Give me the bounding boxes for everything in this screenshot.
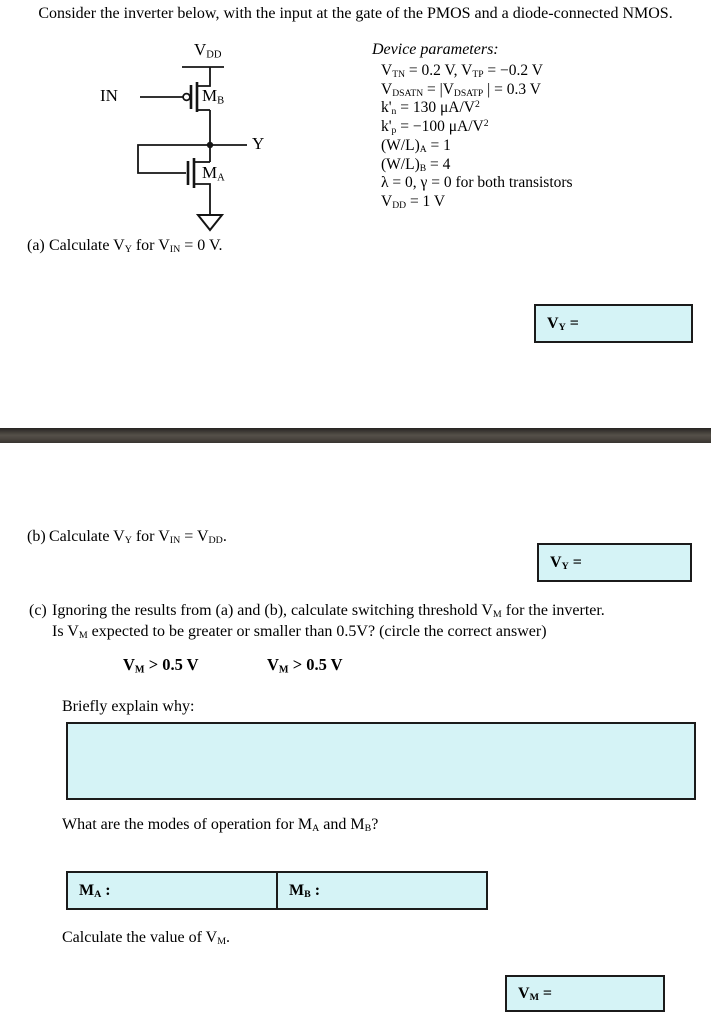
vdd-label: $V_{DD}$ [194, 40, 222, 61]
input-label: IN [100, 86, 118, 105]
answer-box-vm-label: $V_M$ = [518, 984, 553, 1003]
answer-box-vy-part-b[interactable] [537, 543, 692, 582]
device-parameters-block [372, 40, 702, 212]
param-vdd: $V_{DD} = 1$ V [381, 192, 446, 212]
param-vtn-vtp: $V_{TN} = 0.2$ V, $V_{TP} = -0.2$ V [381, 62, 543, 81]
answer-box-vm[interactable] [505, 975, 665, 1012]
answer-box-vy-b-label: $V_Y$ = [550, 553, 582, 572]
modes-question: What are the modes of operation for $M_A$ and $M_B$? [62, 816, 379, 835]
param-vdsat: $V_{DSATN} = |V_{DSATP}$ | = 0.3 V [381, 80, 541, 99]
circuit-wires [138, 67, 247, 215]
part-b-marker: (b) [27, 528, 46, 545]
explain-prompt: Briefly explain why: [62, 698, 195, 715]
param-wl-b: $(W/L)_B = 4$ [381, 155, 451, 174]
device-parameters-heading: Device parameters: [372, 41, 499, 58]
output-node-dot [207, 142, 213, 148]
pmos-symbol [191, 82, 197, 112]
ground-symbol [198, 215, 222, 230]
answer-box-vy-a-label: $V_Y$ = [547, 314, 579, 333]
nmos-symbol [188, 158, 194, 188]
section-divider-bar [0, 428, 711, 443]
mode-b-label: $M_B$ : [289, 881, 321, 900]
mode-a-label: $M_A$ : [79, 881, 111, 900]
param-kn: $k'_n = 130$ $\mu A/V^2$ [381, 99, 480, 118]
pmos-transistor-label: $M_B$ [202, 86, 225, 107]
option-vm-greater-left[interactable]: $V_M > 0.5$ V [123, 655, 199, 676]
param-wl-a: $(W/L)_A = 1$ [381, 136, 451, 155]
output-label: Y [252, 134, 265, 153]
part-a-marker: (a) [27, 237, 45, 254]
mode-a-answer-cell[interactable] [68, 873, 278, 908]
part-c-marker: (c) [29, 602, 47, 619]
option-vm-greater-right[interactable]: $V_M > 0.5$ V [267, 655, 343, 676]
part-c-text-line2: Is $V_M$ expected to be greater or smaller than 0.5V? (circle the correct answer) [52, 623, 547, 642]
pmos-gate-bubble [183, 94, 190, 101]
param-lambda-gamma: λ = 0, γ = 0 for both transistors [381, 174, 573, 192]
param-kp: $k'_p = -100$ $\mu A/V^2$ [381, 118, 489, 137]
problem-statement: Consider the inverter below, with the input at the gate of the PMOS and a diode-connected NMOS. [38, 5, 673, 22]
modes-answer-table [66, 871, 488, 910]
circuit-schematic [95, 38, 270, 238]
mode-b-answer-cell[interactable] [278, 873, 486, 908]
part-b-text: Calculate $V_Y$ for $V_{IN} = V_{DD}$. [49, 528, 227, 547]
explain-answer-box[interactable] [66, 722, 696, 800]
nmos-transistor-label: $M_A$ [202, 163, 225, 184]
calc-vm-prompt: Calculate the value of $V_M$. [62, 929, 231, 948]
part-a-text: Calculate $V_Y$ for $V_{IN} = 0$ V. [49, 237, 223, 256]
answer-box-vy-part-a[interactable] [534, 304, 693, 343]
inverter-circuit-diagram [95, 38, 270, 238]
part-c-text-line1: Ignoring the results from (a) and (b), calculate switching threshold $V_M$ for the inverter. [52, 602, 605, 621]
